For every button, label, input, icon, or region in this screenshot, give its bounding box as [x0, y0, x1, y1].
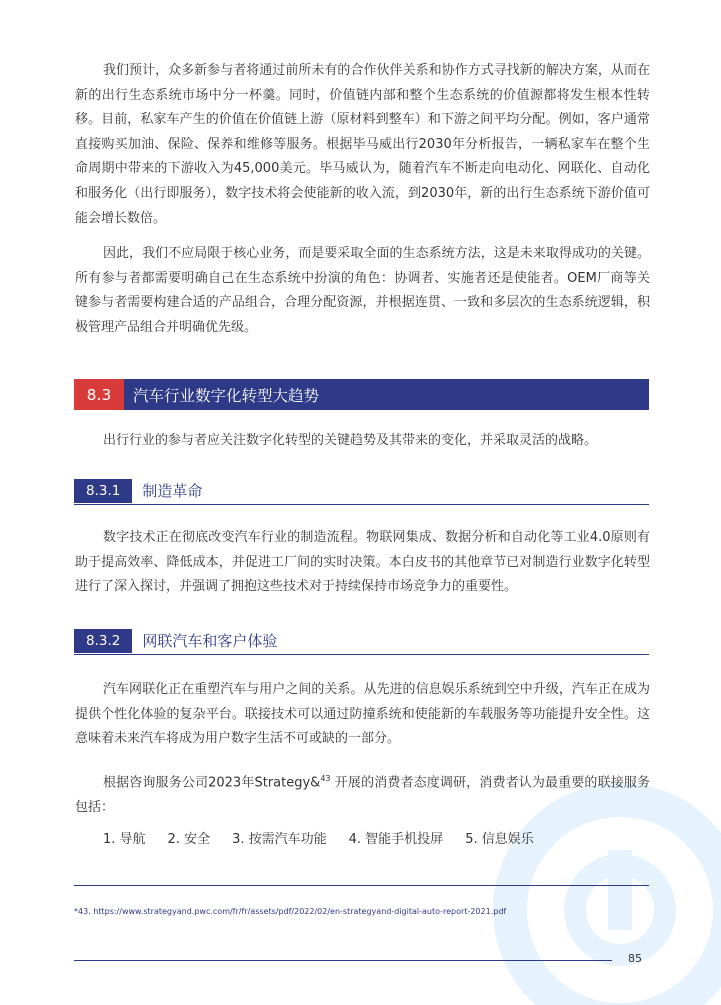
subsection-title: 网联汽车和客户体验	[142, 632, 278, 650]
subsection-number: 8.3.2	[74, 629, 132, 653]
manufacturing-paragraph: 数字技术正在彻底改变汽车行业的制造流程。物联网集成、数据分析和自动化等工业4.0原则有助于提高效率、降低成本，并促进工厂间的实时决策。本白皮书的其他章节已对制造行业数字化转型进行了深入探讨，并强调了拥抱这些技术对于持续保持市场竞争力的重要性。	[75, 530, 650, 595]
subsection-title: 制造革命	[142, 482, 203, 500]
connected-services-list	[103, 828, 556, 847]
list-item: 3. 按需汽车功能	[232, 832, 327, 847]
list-item: 5. 信息娱乐	[465, 832, 534, 847]
list-item: 2. 安全	[167, 832, 211, 847]
section-title: 汽车行业数字化转型大趋势	[133, 386, 320, 405]
subsection-header-connected-car	[74, 627, 649, 655]
subsection-number: 8.3.1	[74, 479, 132, 503]
subsection-header-manufacturing	[74, 477, 649, 505]
section-number: 8.3	[74, 379, 124, 410]
footnote-ref: 43	[320, 774, 331, 783]
footer-divider	[74, 960, 612, 961]
section-header	[74, 379, 649, 410]
survey-paragraph	[75, 767, 650, 821]
list-item: 4. 智能手机投屏	[348, 832, 444, 847]
intro-paragraph-2: 因此，我们不应局限于核心业务，而是要采取全面的生态系统方法，这是未来取得成功的关键。所有参与者都需要明确自己在生态系统中扮演的角色：协调者、实施者还是使能者。OEM厂商等关键参与者需要构建合适的产品组合，合理分配资源，并根据连贯、一致和多层次的生态系统逻辑，积极管理产品组合并明确优先级。	[75, 246, 650, 335]
footnote-divider	[74, 885, 649, 886]
footnote-link[interactable]: *43. https://www.strategyand.pwc.com/fr/fr/assets/pdf/2022/02/en-strategyand-digital-auto-report-2021.pdf	[74, 907, 507, 916]
survey-text-start: 根据咨询服务公司2023年Strategy&	[103, 775, 321, 791]
connected-car-paragraph: 汽车网联化正在重塑汽车与用户之间的关系。从先进的信息娱乐系统到空中升级，汽车正在成为提供个性化体验的复杂平台。联接技术可以通过防撞系统和使能新的车载服务等功能提升安全性。这意味着未来汽车将成为用户数字生活不可或缺的一部分。	[75, 682, 650, 747]
section-intro: 出行行业的参与者应关注数字化转型的关键趋势及其带来的变化，并采取灵活的战略。	[103, 433, 598, 448]
page-number: 85	[628, 952, 642, 965]
survey-text-end: 开展的消费者态度调研，消费者认为最重要的联接服务包括：	[75, 775, 650, 815]
intro-paragraph-1: 我们预计，众多新参与者将通过前所未有的合作伙伴关系和协作方式寻找新的解决方案，从而在新的出行生态系统市场中分一杯羹。同时，价值链内部和整个生态系统的价值源都将发生根本性转移。目前，私家车产生的价值在价值链上游（原材料到整车）和下游之间平均分配。例如，客户通常直接购买加油、保险、保养和维修等服务。根据毕马威出行2030年分析报告，一辆私家车在整个生命周期中带来的下游收入为45,000美元。毕马威认为，随着汽车不断走向电动化、网联化、自动化和服务化（出行即服务），数字技术将会使能新的收入流，到2030年，新的出行生态系统下游价值可能会增长数倍。	[75, 63, 650, 226]
list-item: 1. 导航	[103, 832, 146, 847]
